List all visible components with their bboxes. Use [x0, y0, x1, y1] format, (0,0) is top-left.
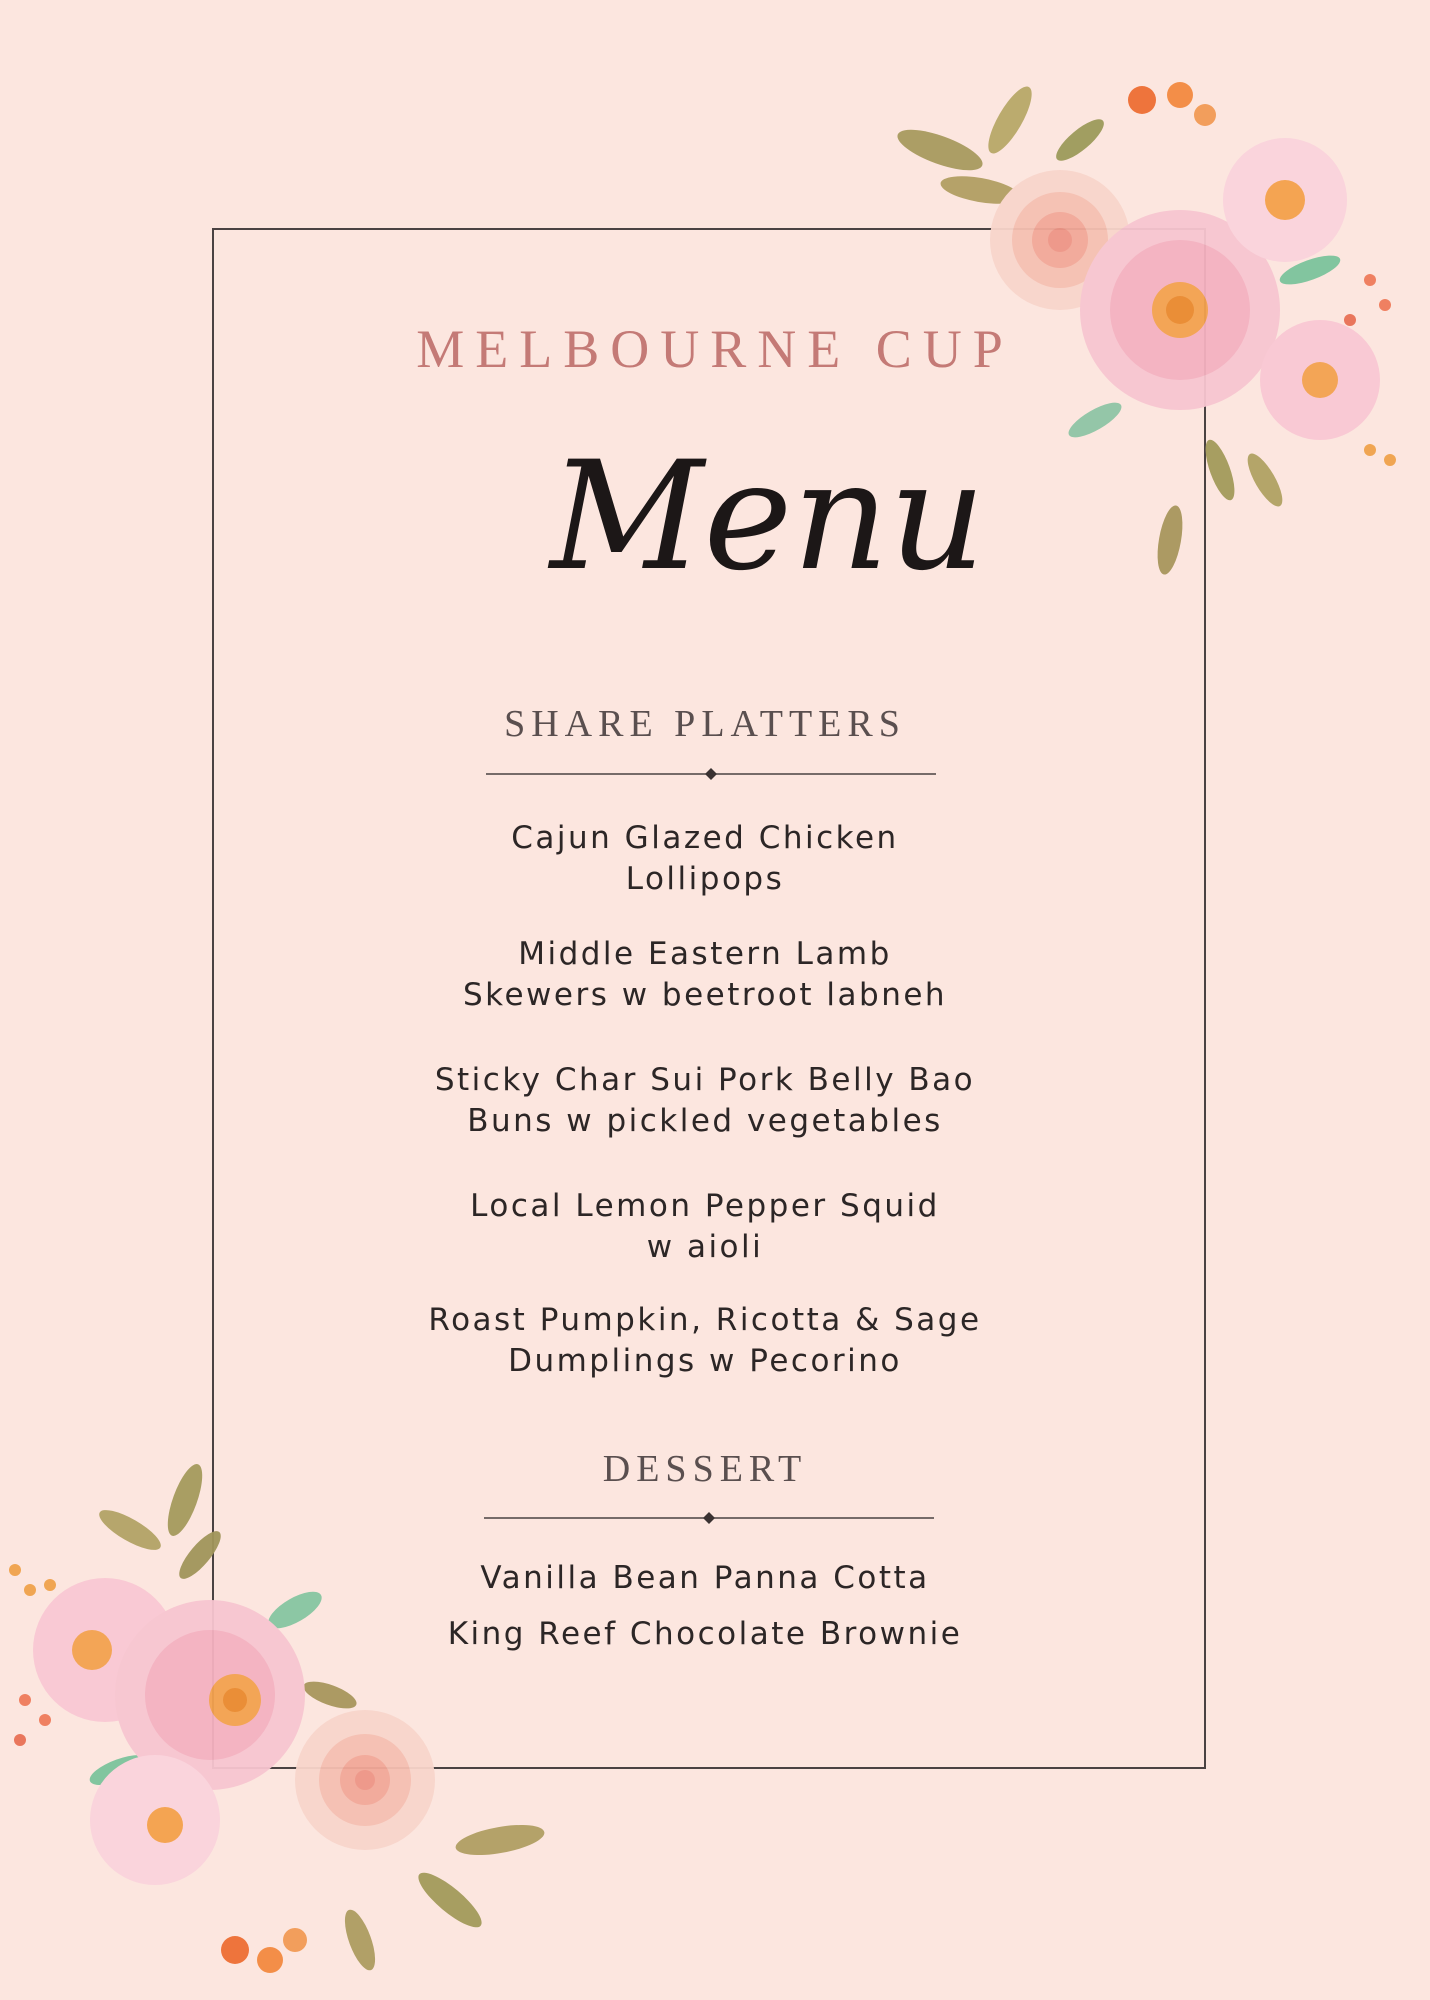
menu-script-title [530, 418, 986, 698]
share-platters-divider [486, 766, 936, 782]
dessert-heading: DESSERT [602, 1448, 808, 1490]
event-title: MELBOURNE CUP [416, 319, 1014, 379]
dessert-item: King Reef Chocolate Brownie [447, 1616, 963, 1652]
menu-item: Roast Pumpkin, Ricotta & Sage Dumplings w Pecorino [428, 1302, 982, 1379]
menu-item: Middle Eastern Lamb Skewers w beetroot labneh [462, 936, 948, 1013]
menu-script-text: Menu [550, 430, 986, 604]
floral-decoration-bottom-left [0, 1460, 560, 2000]
menu-item: Cajun Glazed Chicken Lollipops [511, 820, 899, 897]
dessert-item: Vanilla Bean Panna Cotta [480, 1560, 930, 1596]
menu-item: Sticky Char Sui Pork Belly Bao Buns w pickled vegetables [434, 1062, 976, 1139]
share-platters-heading: SHARE PLATTERS [504, 703, 906, 745]
dessert-divider [484, 1510, 934, 1526]
menu-item: Local Lemon Pepper Squid w aioli [470, 1188, 940, 1265]
